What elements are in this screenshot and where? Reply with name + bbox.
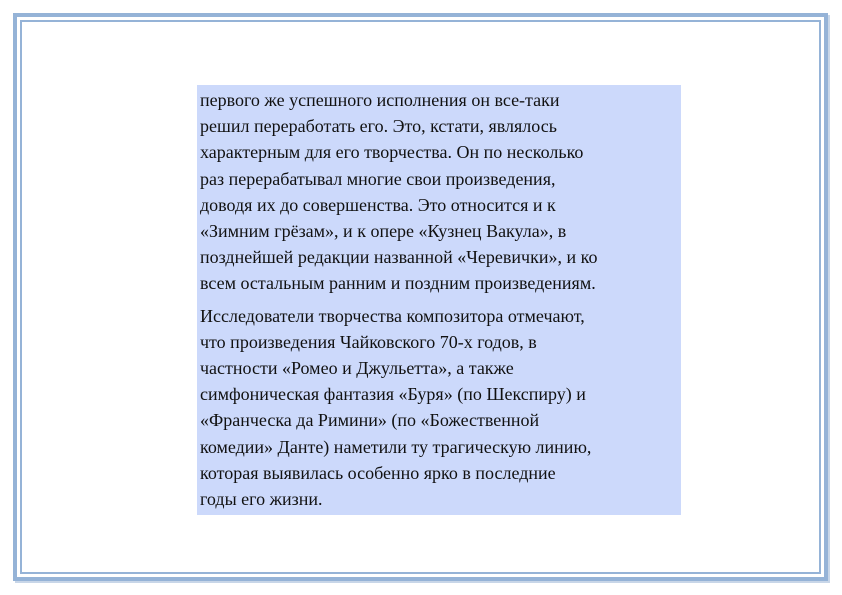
paragraph-2: Исследователи творчества композитора отмечают, что произведения Чайковского 70-х годов, в частности «Ромео и Джульетта», а также симфоническая фантазия «Буря» (по Шекспиру) и «Франческа да Римини» (по «Божественной комедии» Данте) наметили ту трагическую линию, которая выявилась особенно ярко в последние годы его жизни. — [200, 305, 592, 510]
paragraph-1: первого же успешного исполнения он все-таки решил переработать его. Это, кстати, являлось характерным для его творчества. Он по несколько раз перерабатывал многие свои произведения, доводя их до совершенства. Это относится и к «Зимним грёзам», и к опере «Кузнец Вакула», в позднейшей редакции названной «Черевички», и ко всем остальным ранним и поздним произведениям. — [200, 90, 598, 294]
slide-text-box[interactable] — [197, 85, 681, 515]
